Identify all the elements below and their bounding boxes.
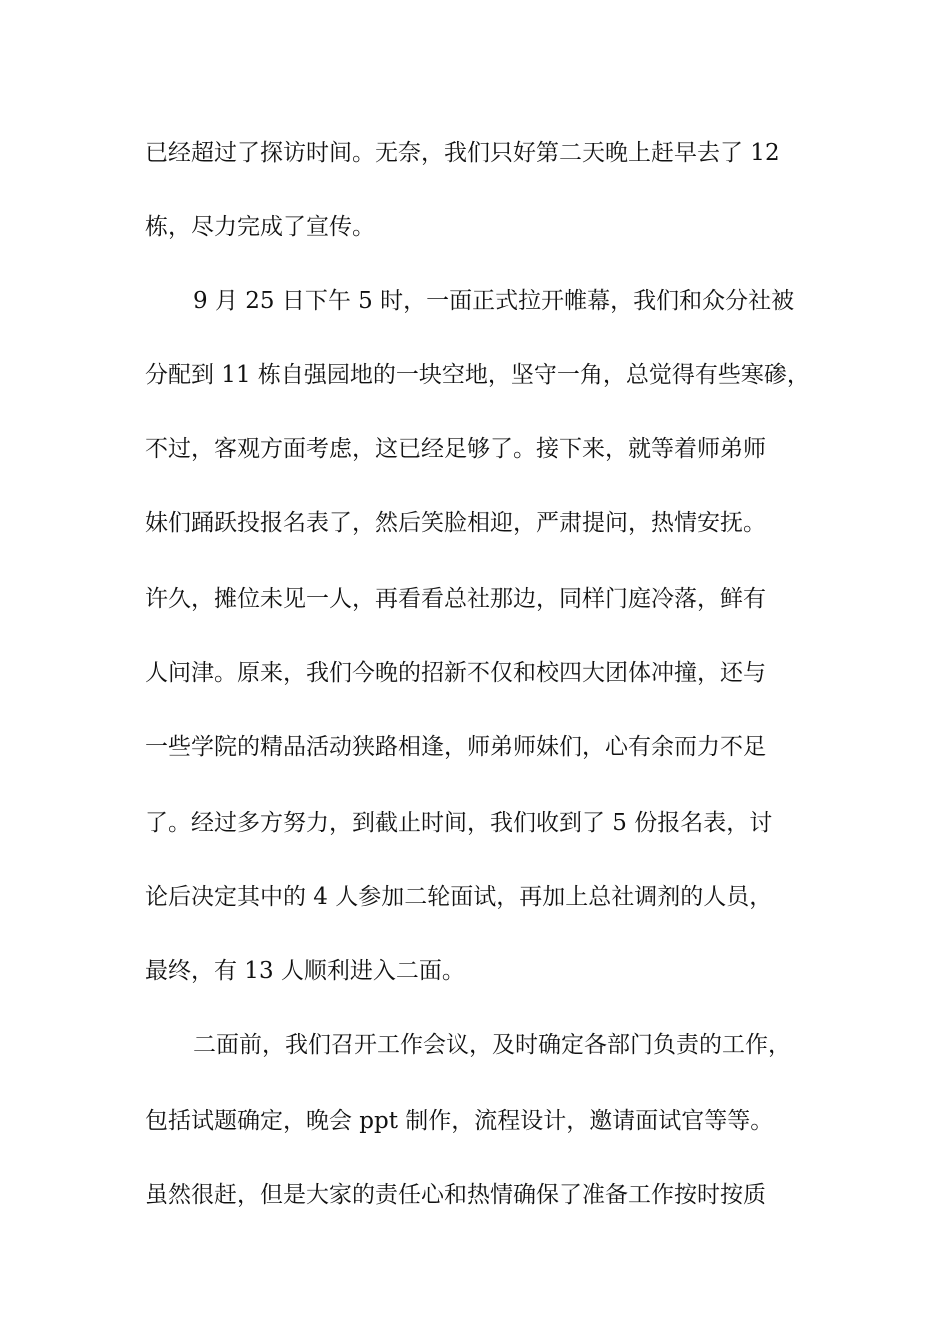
text-line: 已经超过了探访时间。无奈，我们只好第二天晚上赶早去了 12 xyxy=(145,140,780,166)
text-line: 许久，摊位未见一人，再看看总社那边，同样门庭冷落，鲜有 xyxy=(145,586,766,612)
text-line: 一些学院的精品活动狭路相逢，师弟师妹们，心有余而力不足 xyxy=(145,734,766,760)
text-line: 妹们踊跃投报名表了，然后笑脸相迎，严肃提问，热情安抚。 xyxy=(145,510,766,536)
text-line: 人问津。原来，我们今晚的招新不仅和校四大团体冲撞，还与 xyxy=(145,660,766,686)
text-line: 分配到 11 栋自强园地的一块空地，坚守一角，总觉得有些寒碜， xyxy=(145,362,810,388)
text-line: 虽然很赶，但是大家的责任心和热情确保了准备工作按时按质 xyxy=(145,1182,766,1208)
text-line: 论后决定其中的 4 人参加二轮面试，再加上总社调剂的人员， xyxy=(145,884,773,910)
paragraph-first-line: 9 月 25 日下午 5 时，一面正式拉开帷幕，我们和众分社被 xyxy=(193,288,795,314)
text-line: 包括试题确定，晚会 ppt 制作，流程设计，邀请面试官等等。 xyxy=(145,1108,774,1134)
text-line: 不过，客观方面考虑，这已经足够了。接下来，就等着师弟师 xyxy=(145,436,766,462)
text-line: 最终，有 13 人顺利进入二面。 xyxy=(145,958,465,984)
text-line: 栋，尽力完成了宣传。 xyxy=(145,214,375,240)
text-line: 了。经过多方努力，到截止时间，我们收到了 5 份报名表，讨 xyxy=(145,810,773,836)
paragraph-first-line: 二面前，我们召开工作会议，及时确定各部门负责的工作， xyxy=(193,1032,791,1058)
